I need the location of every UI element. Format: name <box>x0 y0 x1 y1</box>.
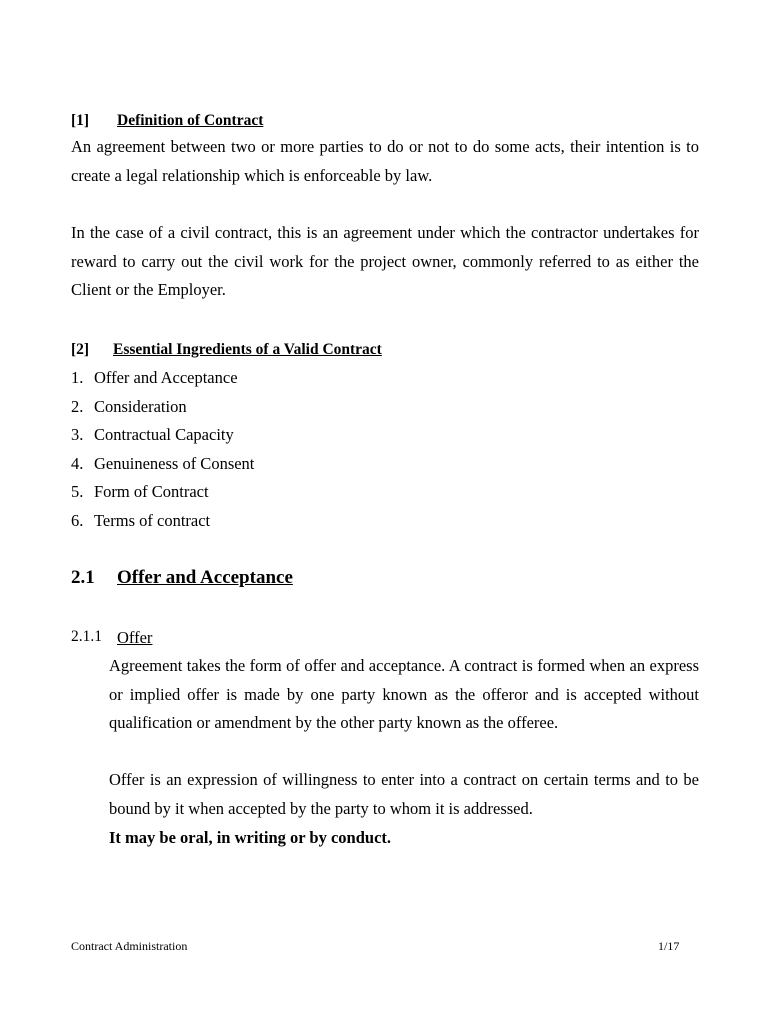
list-item-number: 2. <box>71 396 84 416</box>
offer-paragraph-2: Offer is an expression of willingness to enter into a contract on certain terms and to be bound by it when accepted by the party to whom it is addressed. <box>109 770 699 818</box>
subsection-2-1-1-number: 2.1.1 <box>71 628 102 645</box>
section-1-title: Definition of Contract <box>117 112 264 129</box>
list-item <box>71 507 254 536</box>
ingredients-list <box>71 364 254 536</box>
list-item-text: Genuineness of Consent <box>94 453 255 473</box>
section-2-1-title: Offer and Acceptance <box>117 567 293 588</box>
section-2-1-number: 2.1 <box>71 567 95 588</box>
list-item-text: Consideration <box>94 396 187 416</box>
offer-paragraph-1: Agreement takes the form of offer and acceptance. A contract is formed when an express or implied offer is made by one party known as the offeror and is accepted without qualification or amendment by the other party known as the offeree. <box>109 656 699 732</box>
list-item-text: Form of Contract <box>94 482 209 502</box>
list-item-number: 1. <box>71 368 84 387</box>
section-2-number: [2] <box>71 341 90 358</box>
civil-contract-paragraph: In the case of a civil contract, this is an agreement under which the contractor undertakes for reward to carry out the civil work for the project owner, commonly referred to as either the Client or the Employer. <box>71 223 699 299</box>
offer-bold-note: It may be oral, in writing or by conduct. <box>109 828 392 847</box>
definition-paragraph: An agreement between two or more parties to do or not to do some acts, their intention is to create a legal relationship which is enforceable by law. <box>71 137 699 185</box>
list-item-number: 5. <box>71 482 84 502</box>
subsection-2-1-1-title: Offer <box>117 628 153 647</box>
list-item <box>71 421 254 450</box>
list-item <box>71 364 254 393</box>
list-item-text: Offer and Acceptance <box>94 368 238 387</box>
list-item-text: Contractual Capacity <box>94 425 234 445</box>
footer-page-number: 1/17 <box>658 939 680 953</box>
section-1-number: [1] <box>71 112 90 129</box>
list-item-number: 6. <box>71 510 84 530</box>
list-item-number: 3. <box>71 425 84 445</box>
footer-document-title: Contract Administration <box>71 939 188 953</box>
list-item <box>71 450 254 479</box>
list-item-number: 4. <box>71 453 84 473</box>
section-2-title: Essential Ingredients of a Valid Contract <box>113 341 382 358</box>
list-item-text: Terms of contract <box>94 510 211 530</box>
list-item <box>71 478 254 507</box>
list-item <box>71 393 254 422</box>
